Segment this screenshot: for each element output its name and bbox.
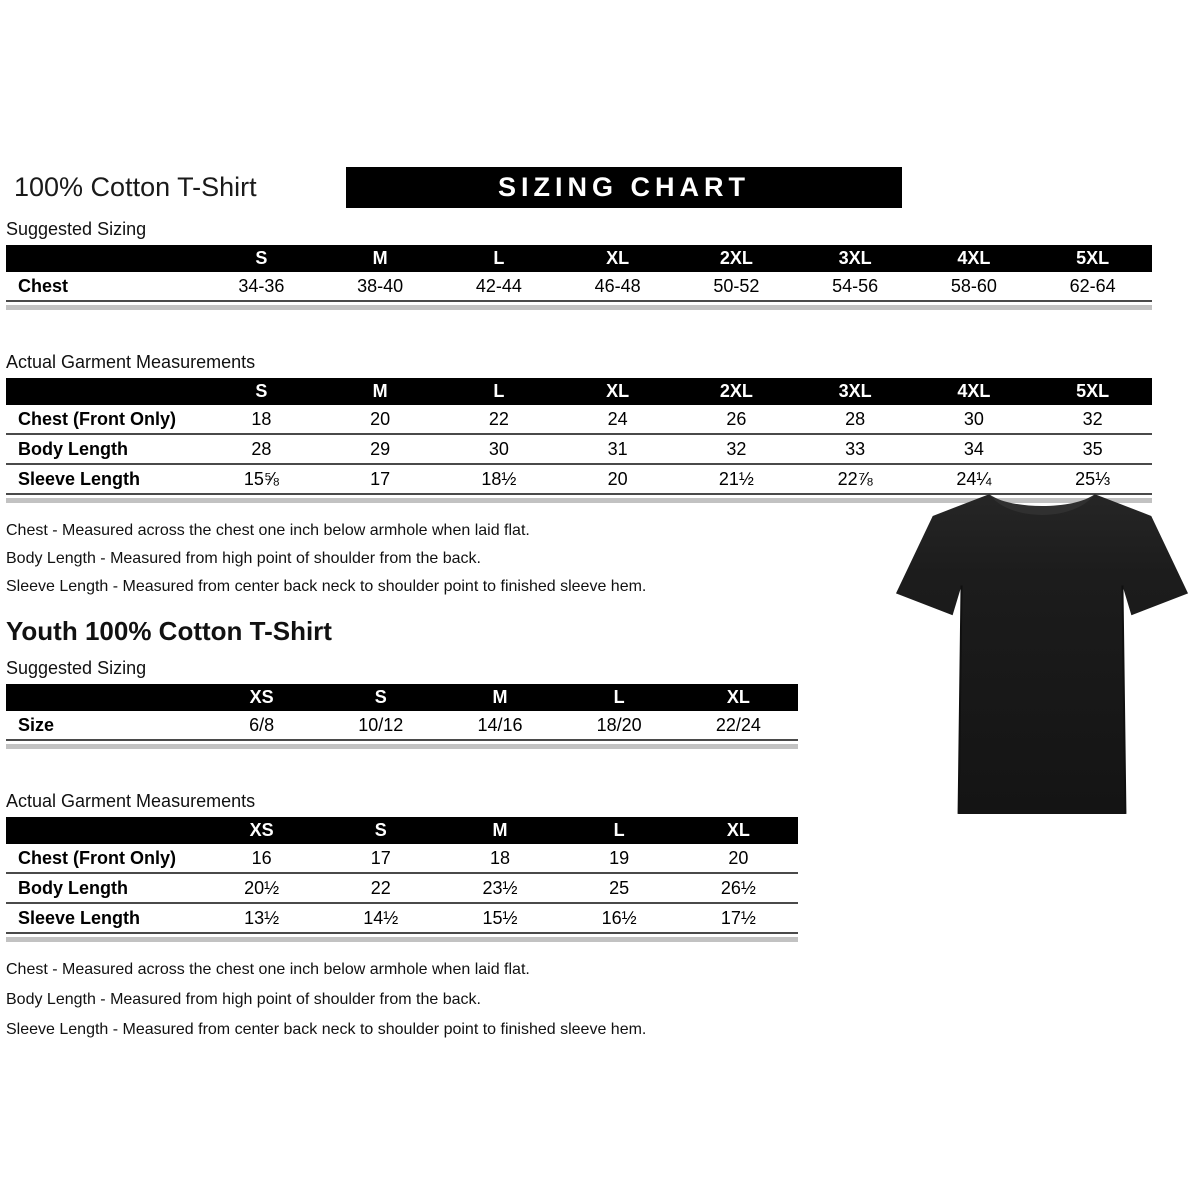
- row-label: Sleeve Length: [6, 903, 202, 933]
- cell: 14½: [321, 903, 440, 933]
- cell: 22: [440, 405, 559, 434]
- cell: 20½: [202, 873, 321, 903]
- size-header: S: [321, 684, 440, 711]
- cell: 17½: [679, 903, 798, 933]
- cell: 28: [202, 434, 321, 464]
- size-header: M: [321, 378, 440, 405]
- table-row-chest: [6, 272, 1152, 301]
- note-body-length: Body Length - Measured from high point of shoulder from the back.: [6, 550, 481, 567]
- cell: 24¼: [915, 464, 1034, 494]
- cell: 18½: [440, 464, 559, 494]
- size-header: 2XL: [677, 378, 796, 405]
- row-label: Sleeve Length: [6, 464, 202, 494]
- youth-actual-table: [6, 817, 798, 934]
- cell: 16½: [560, 903, 679, 933]
- cell: 58-60: [915, 272, 1034, 301]
- size-header: L: [440, 245, 559, 272]
- cell: 31: [558, 434, 677, 464]
- cell: 22⅞: [796, 464, 915, 494]
- tshirt-icon: [893, 476, 1191, 838]
- row-label: Chest (Front Only): [6, 844, 202, 873]
- cell: 26: [677, 405, 796, 434]
- youth-actual-table-wrap: [6, 817, 798, 942]
- cell: 24: [558, 405, 677, 434]
- youth-suggested-label: Suggested Sizing: [6, 658, 147, 678]
- size-header: L: [560, 684, 679, 711]
- adult-suggested-table-wrap: [6, 245, 1152, 310]
- cell: 28: [796, 405, 915, 434]
- table-row-chest-front: [6, 844, 798, 873]
- youth-suggested-header-row: [6, 684, 798, 711]
- cell: 33: [796, 434, 915, 464]
- cell: 50-52: [677, 272, 796, 301]
- youth-section-title: Youth 100% Cotton T-Shirt: [6, 616, 332, 646]
- cell: 21½: [677, 464, 796, 494]
- cell: 35: [1033, 434, 1152, 464]
- size-header: 4XL: [915, 378, 1034, 405]
- cell: 18: [202, 405, 321, 434]
- table-row-sleeve-length: [6, 903, 798, 933]
- size-header: 5XL: [1033, 245, 1152, 272]
- cell: 20: [558, 464, 677, 494]
- cell: 38-40: [321, 272, 440, 301]
- size-header: M: [440, 817, 559, 844]
- note-chest: Chest - Measured across the chest one inch below armhole when laid flat.: [6, 522, 530, 539]
- cell: 15½: [440, 903, 559, 933]
- cell: 19: [560, 844, 679, 873]
- row-label: Size: [6, 711, 202, 740]
- header-row: [6, 167, 1160, 208]
- size-header: M: [321, 245, 440, 272]
- header-spacer: [6, 817, 202, 844]
- cell: 23½: [440, 873, 559, 903]
- size-header: XS: [202, 684, 321, 711]
- cell: 26½: [679, 873, 798, 903]
- size-header: 2XL: [677, 245, 796, 272]
- cell: 15⅝: [202, 464, 321, 494]
- note-sleeve-length: Sleeve Length - Measured from center back neck to shoulder point to finished sleeve hem.: [6, 1021, 647, 1038]
- size-header: XL: [558, 245, 677, 272]
- cell: 16: [202, 844, 321, 873]
- cell: 42-44: [440, 272, 559, 301]
- cell: 18/20: [560, 711, 679, 740]
- row-label: Chest: [6, 272, 202, 301]
- size-header: L: [560, 817, 679, 844]
- adult-suggested-label: Suggested Sizing: [6, 219, 147, 239]
- note-body-length: Body Length - Measured from high point of shoulder from the back.: [6, 991, 481, 1008]
- size-header: S: [202, 245, 321, 272]
- cell: 13½: [202, 903, 321, 933]
- row-label: Body Length: [6, 434, 202, 464]
- cell: 46-48: [558, 272, 677, 301]
- youth-measurement-notes: [6, 961, 1160, 1039]
- table-row-body-length: [6, 873, 798, 903]
- header-spacer: [6, 378, 202, 405]
- cell: 6/8: [202, 711, 321, 740]
- size-header: 3XL: [796, 378, 915, 405]
- cell: 30: [440, 434, 559, 464]
- youth-suggested-table: [6, 684, 798, 741]
- size-header: XL: [558, 378, 677, 405]
- size-header: S: [321, 817, 440, 844]
- youth-suggested-table-wrap: [6, 684, 798, 749]
- table-row-size: [6, 711, 798, 740]
- youth-actual-label: Actual Garment Measurements: [6, 791, 256, 811]
- cell: 22/24: [679, 711, 798, 740]
- sizing-chart-banner: SIZING CHART: [346, 167, 902, 208]
- cell: 18: [440, 844, 559, 873]
- size-header: 4XL: [915, 245, 1034, 272]
- cell: 62-64: [1033, 272, 1152, 301]
- youth-actual-header-row: [6, 817, 798, 844]
- cell: 20: [321, 405, 440, 434]
- row-label: Body Length: [6, 873, 202, 903]
- adult-suggested-table: [6, 245, 1152, 302]
- cell: 25: [560, 873, 679, 903]
- cell: 17: [321, 464, 440, 494]
- size-header: M: [440, 684, 559, 711]
- cell: 34: [915, 434, 1034, 464]
- cell: 32: [1033, 405, 1152, 434]
- size-header: XL: [679, 817, 798, 844]
- table-row-chest-front: [6, 405, 1152, 434]
- table-row-body-length: [6, 434, 1152, 464]
- note-chest: Chest - Measured across the chest one inch below armhole when laid flat.: [6, 961, 530, 978]
- size-header: 5XL: [1033, 378, 1152, 405]
- size-header: XS: [202, 817, 321, 844]
- black-tshirt-graphic: [893, 476, 1191, 838]
- cell: 20: [679, 844, 798, 873]
- note-sleeve-length: Sleeve Length - Measured from center back neck to shoulder point to finished sleeve hem.: [6, 578, 647, 595]
- cell: 10/12: [321, 711, 440, 740]
- cell: 34-36: [202, 272, 321, 301]
- cell: 29: [321, 434, 440, 464]
- size-header: 3XL: [796, 245, 915, 272]
- header-spacer: [6, 245, 202, 272]
- cell: 54-56: [796, 272, 915, 301]
- cell: 25⅓: [1033, 464, 1152, 494]
- cell: 30: [915, 405, 1034, 434]
- cell: 14/16: [440, 711, 559, 740]
- size-header: XL: [679, 684, 798, 711]
- cell: 17: [321, 844, 440, 873]
- cell: 22: [321, 873, 440, 903]
- header-spacer: [6, 684, 202, 711]
- adult-actual-header-row: [6, 378, 1152, 405]
- size-header: L: [440, 378, 559, 405]
- page-title: 100% Cotton T-Shirt: [14, 172, 257, 202]
- cell: 32: [677, 434, 796, 464]
- row-label: Chest (Front Only): [6, 405, 202, 434]
- adult-actual-label: Actual Garment Measurements: [6, 352, 256, 372]
- size-header: S: [202, 378, 321, 405]
- adult-suggested-header-row: [6, 245, 1152, 272]
